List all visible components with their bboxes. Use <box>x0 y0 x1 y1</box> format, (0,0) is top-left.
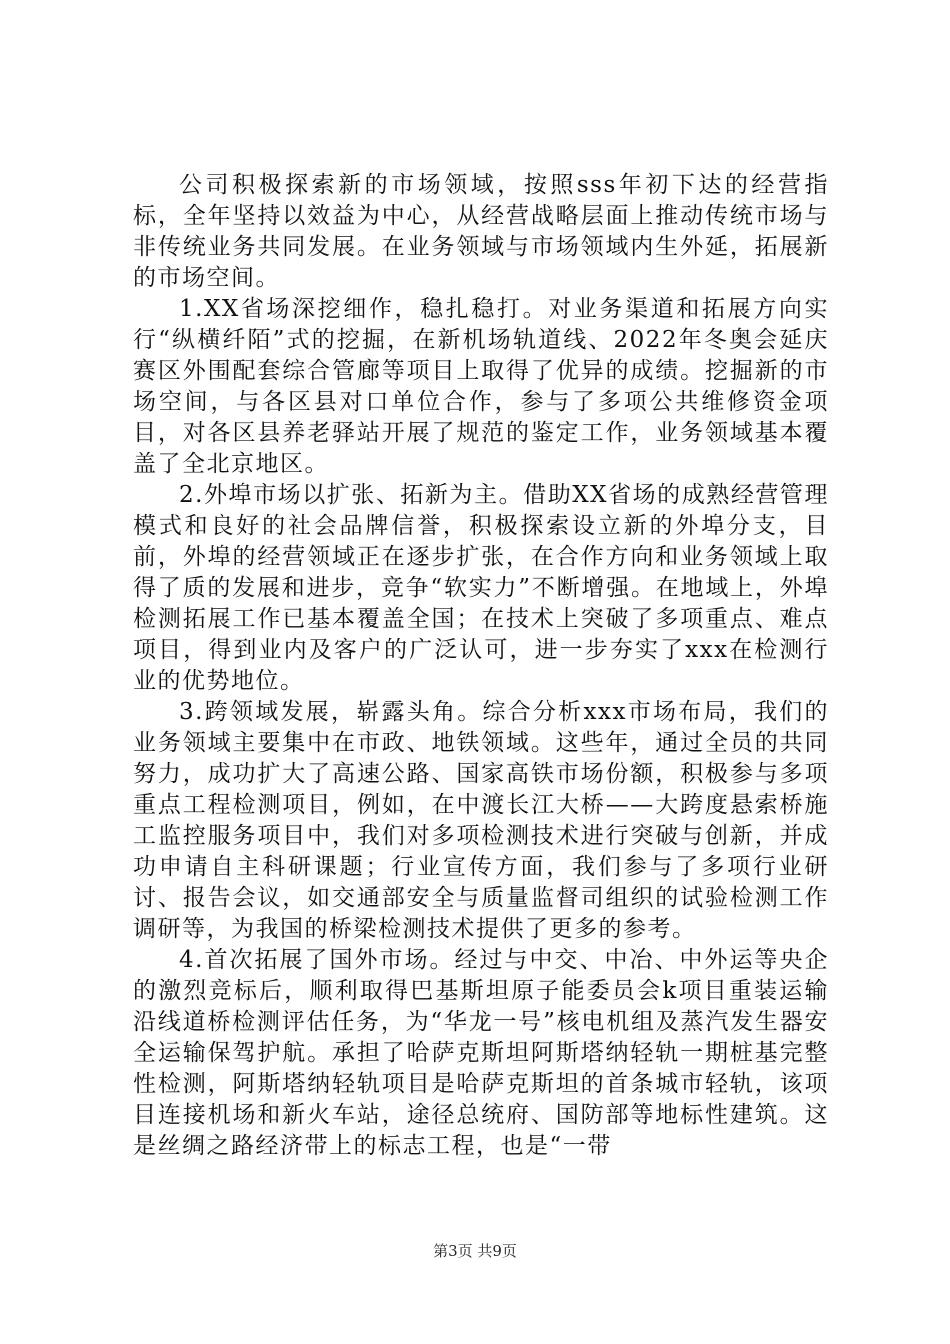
document-body <box>133 170 829 1162</box>
paragraph-item-1: 1.XX省场深挖细作，稳扎稳打。对业务渠道和拓展方向实行“纵横纤陌”式的挖掘，在新机场轨道线、2022年冬奥会延庆赛区外围配套综合管廊等项目上取得了优异的成绩。挖掘新的市场空间，与各区县对口单位合作，参与了多项公共维修资金项目，对各区县养老驿站开展了规范的鉴定工作，业务领域基本覆盖了全北京地区。 <box>133 296 829 477</box>
paragraph-item-4: 4.首次拓展了国外市场。经过与中交、中冶、中外运等央企的激烈竞标后，顺利取得巴基斯坦原子能委员会k项目重装运输沿线道桥检测评估任务，为“华龙一号”核电机组及蒸汽发生器安全运输保驾护航。承担了哈萨克斯坦阿斯塔纳轻轨一期桩基完整性检测，阿斯塔纳轻轨项目是哈萨克斯坦的首条城市轻轨，该项目连接机场和新火车站，途径总统府、国防部等地标性建筑。这是丝绸之路经济带上的标志工程，也是“一带 <box>133 947 829 1159</box>
page-number-footer: 第3页 共9页 <box>433 1242 517 1260</box>
paragraph-item-2: 2.外埠市场以扩张、拓新为主。借助XX省场的成熟经营管理模式和良好的社会品牌信誉，积极探索设立新的外埠分支，目前，外埠的经营领域正在逐步扩张，在合作方向和业务领域上取得了质的发展和进步，竞争“软实力”不断增强。在地域上，外埠检测拓展工作已基本覆盖全国；在技术上突破了多项重点、难点项目，得到业内及客户的广泛认可，进一步夯实了xxx在检测行业的优势地位。 <box>133 482 829 694</box>
paragraph-item-3: 3.跨领域发展，崭露头角。综合分析xxx市场布局，我们的业务领域主要集中在市政、地铁领域。这些年，通过全员的共同努力，成功扩大了高速公路、国家高铁市场份额，积极参与多项重点工程检测项目，例如，在中渡长江大桥——大跨度悬索桥施工监控服务项目中，我们对多项检测技术进行突破与创新，并成功申请自主科研课题；行业宣传方面，我们参与了多项行业研讨、报告会议，如交通部安全与质量监督司组织的试验检测工作调研等，为我国的桥梁检测技术提供了更多的参考。 <box>133 699 829 942</box>
paragraph-intro: 公司积极探索新的市场领域，按照sss年初下达的经营指标，全年坚持以效益为中心，从经营战略层面上推动传统市场与非传统业务共同发展。在业务领域与市场领域内生外延，拓展新的市场空间。 <box>133 172 829 291</box>
